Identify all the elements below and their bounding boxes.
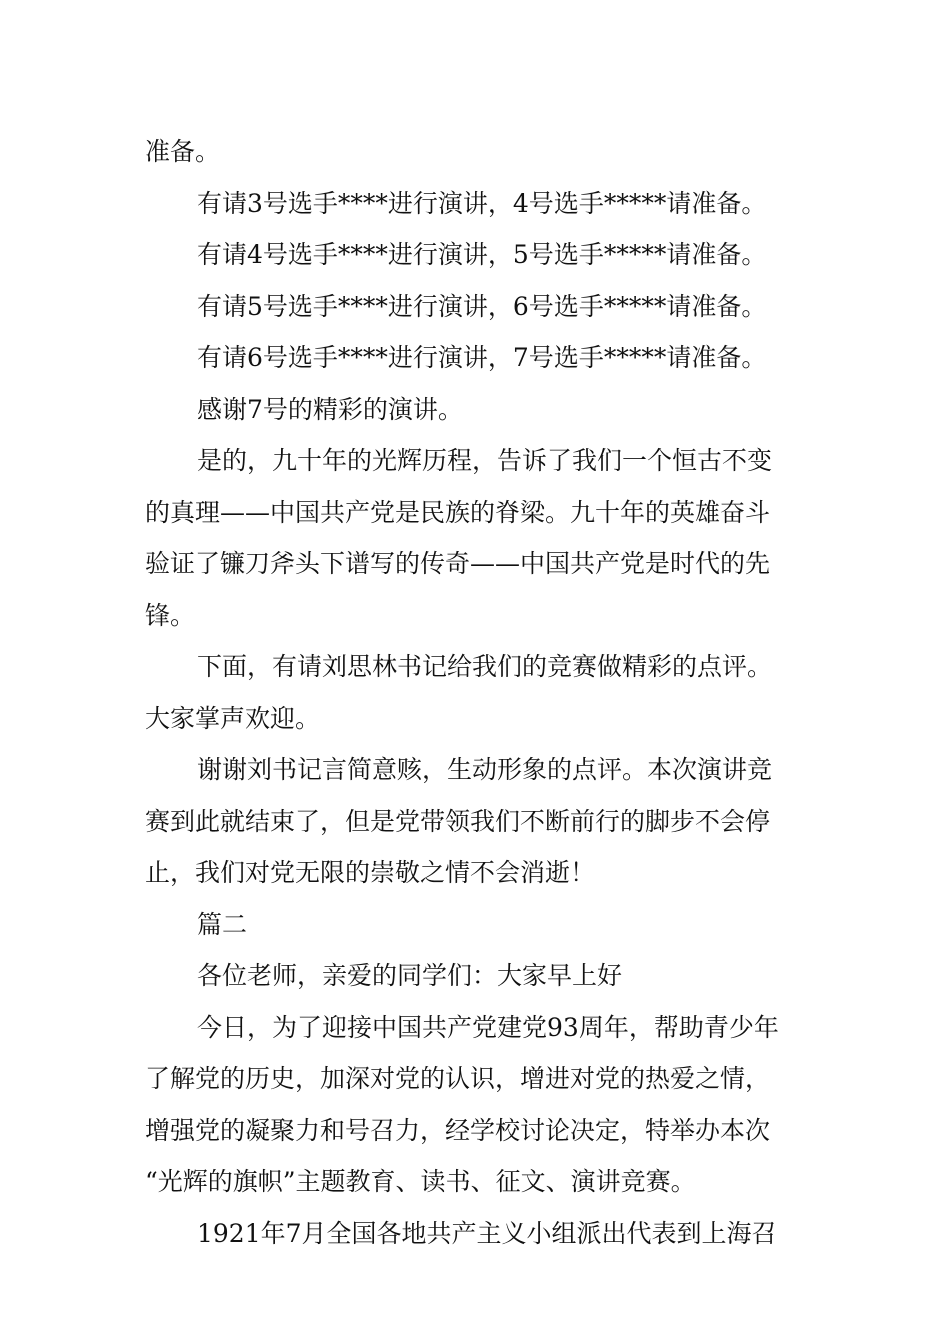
paragraph-speaker-4 [145, 229, 810, 281]
text-line: 验证了镰刀斧头下谱写的传奇——中国共产党是时代的先 [145, 549, 771, 578]
paragraph-ninety-years [145, 435, 810, 487]
paragraph-continuation [145, 126, 810, 178]
paragraph-ninety-years-cont [145, 487, 810, 642]
paragraph-anniversary [145, 1002, 810, 1054]
text-line: “光辉的旗帜”主题教育、读书、征文、演讲竞赛。 [145, 1167, 696, 1196]
paragraph-closing [145, 744, 810, 796]
paragraph-greeting [145, 950, 810, 1002]
text-line: 是的，九十年的光辉历程，告诉了我们一个恒古不变 [197, 446, 773, 475]
text-line: 1921年7月全国各地共产主义小组派出代表到上海召 [197, 1218, 777, 1248]
text-line: 锋。 [145, 600, 196, 630]
section-heading [145, 899, 810, 951]
text-line: 今日，为了迎接中国共产党建党93周年，帮助青少年 [197, 1012, 779, 1042]
paragraph-speaker-3 [145, 178, 810, 230]
paragraph-speaker-5 [145, 281, 810, 333]
paragraph-history [145, 1208, 810, 1260]
document-body [145, 126, 810, 1259]
text-line: 止，我们对党无限的崇敬之情不会消逝！ [145, 858, 596, 887]
text-line: 有请3号选手****进行演讲，4号选手*****请准备。 [197, 188, 767, 218]
text-line: 下面，有请刘思林书记给我们的竞赛做精彩的点评。 [197, 652, 773, 681]
text-line: 大家掌声欢迎。 [145, 703, 321, 733]
text-line: 的真理——中国共产党是民族的脊梁。九十年的英雄奋斗 [145, 497, 771, 527]
text-line: 准备。 [145, 137, 221, 166]
paragraph-speaker-6 [145, 332, 810, 384]
text-line: 有请6号选手****进行演讲，7号选手*****请准备。 [197, 343, 767, 372]
text-line: 有请5号选手****进行演讲，6号选手*****请准备。 [197, 291, 767, 321]
text-line: 感谢7号的精彩的演讲。 [197, 394, 463, 424]
text-line: 赛到此就结束了，但是党带领我们不断前行的脚步不会停 [145, 806, 771, 836]
text-line: 谢谢刘书记言简意赅，生动形象的点评。本次演讲竞 [197, 755, 773, 784]
paragraph-anniversary-cont [145, 1053, 810, 1208]
text-line: 了解党的历史，加深对党的认识，增进对党的热爱之情， [145, 1064, 771, 1093]
paragraph-review-invite [145, 641, 810, 693]
paragraph-review-invite-cont [145, 693, 810, 745]
text-line: 篇二 [197, 909, 248, 939]
text-line: 各位老师，亲爱的同学们：大家早上好 [197, 961, 623, 990]
paragraph-closing-cont [145, 796, 810, 899]
text-line: 有请4号选手****进行演讲，5号选手*****请准备。 [197, 240, 767, 269]
paragraph-thanks-7 [145, 384, 810, 436]
text-line: 增强党的凝聚力和号召力，经学校讨论决定，特举办本次 [145, 1115, 771, 1145]
